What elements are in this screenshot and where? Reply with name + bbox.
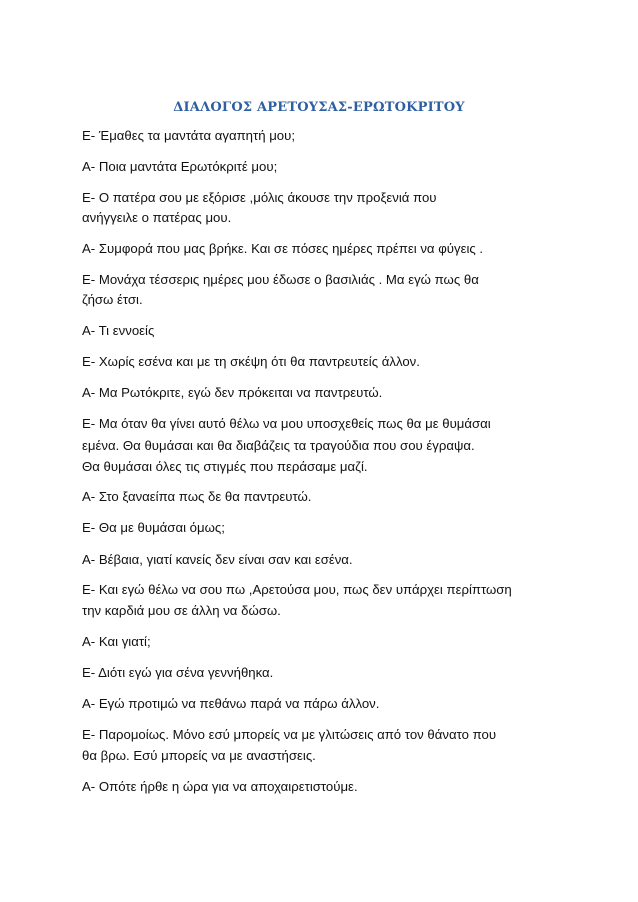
dialogue-line: Ε- Ο πατέρα σου με εξόρισε ,μόλις άκουσε την προξενιά που (82, 190, 437, 205)
dialogue-line: Α- Και γιατί; (82, 634, 151, 649)
dialogue-line: Α- Τι εννοείς (82, 323, 155, 338)
dialogue-line: Α- Στο ξαναείπα πως δε θα παντρευτώ. (82, 489, 312, 504)
dialogue-line: Ε- Και εγώ θέλω να σου πω ,Αρετούσα μου, πως δεν υπάρχει περίπτωση (82, 582, 512, 597)
dialogue-line: εμένα. Θα θυμάσαι και θα διαβάζεις τα τραγούδια που σου έγραψα. (82, 438, 475, 453)
dialogue-line: Ε- Διότι εγώ για σένα γεννήθηκα. (82, 665, 274, 680)
document-title: ΔΙΑΛΟΓΟΣ ΑΡΕΤΟΥΣΑΣ-ΕΡΩΤΟΚΡΙΤΟΥ (173, 100, 465, 115)
dialogue-line: Α- Εγώ προτιμώ να πεθάνω παρά να πάρω άλλον. (82, 696, 380, 711)
dialogue-line: Θα θυμάσαι όλες τις στιγμές που περάσαμε μαζί. (82, 459, 368, 474)
dialogue-line: Ε- Μονάχα τέσσερις ημέρες μου έδωσε ο βασιλιάς . Μα εγώ πως θα (82, 272, 479, 287)
dialogue-line: Α- Βέβαια, γιατί κανείς δεν είναι σαν και εσένα. (82, 552, 353, 567)
dialogue-line: ανήγγειλε ο πατέρας μου. (82, 210, 232, 225)
dialogue-line: Ε- Μα όταν θα γίνει αυτό θέλω να μου υποσχεθείς πως θα με θυμάσαι (82, 416, 491, 431)
dialogue-line: Ε- Παρομοίως. Μόνο εσύ μπορείς να με γλιτώσεις από τον θάνατο που (82, 727, 497, 742)
dialogue-line: Ε- Έμαθες τα μαντάτα αγαπητή μου; (82, 128, 296, 143)
dialogue-line: Α- Συμφορά που μας βρήκε. Και σε πόσες ημέρες πρέπει να φύγεις . (82, 241, 484, 256)
dialogue-line: Α- Οπότε ήρθε η ώρα για να αποχαιρετιστούμε. (82, 779, 358, 794)
dialogue-line: Ε- Χωρίς εσένα και με τη σκέψη ότι θα παντρευτείς άλλον. (82, 354, 420, 369)
dialogue-line: Α- Ποια μαντάτα Ερωτόκριτέ μου; (82, 159, 278, 174)
dialogue-line: Ε- Θα με θυμάσαι όμως; (82, 520, 225, 535)
dialogue-line: ζήσω έτσι. (82, 292, 143, 307)
dialogue-line: θα βρω. Εσύ μπορείς να με αναστήσεις. (82, 748, 316, 763)
dialogue-line: την καρδιά μου σε άλλη να δώσω. (82, 603, 281, 618)
dialogue-line: Α- Μα Ρωτόκριτε, εγώ δεν πρόκειται να παντρευτώ. (82, 385, 383, 400)
